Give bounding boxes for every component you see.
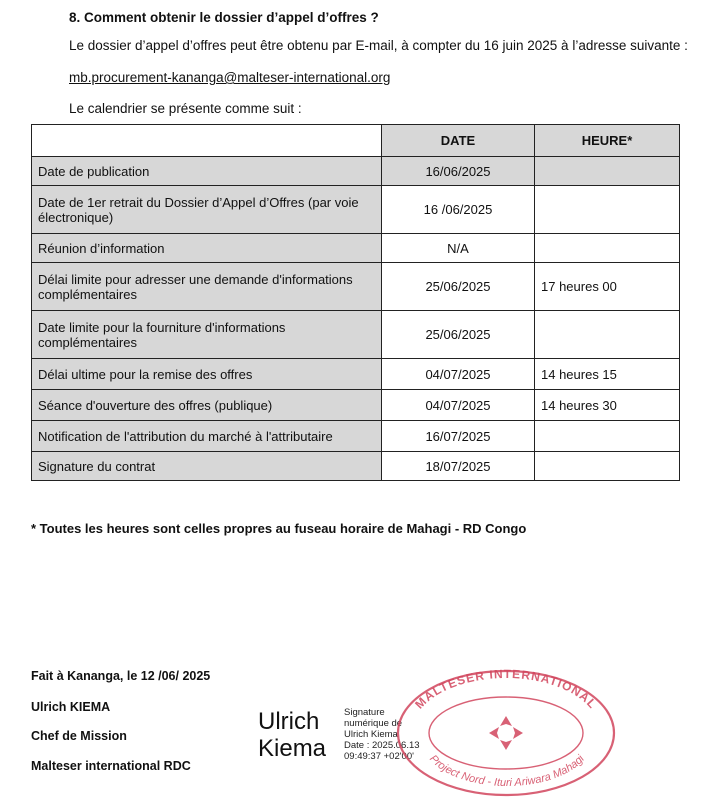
row-label: Délai limite pour adresser une demande d'informations complémentaires (32, 263, 382, 311)
organization-stamp (395, 668, 617, 798)
row-time: 14 heures 30 (535, 390, 680, 421)
stamp-top-text: MALTESER INTERNATIONAL (412, 668, 600, 712)
row-date: 18/07/2025 (382, 452, 535, 481)
row-time: 14 heures 15 (535, 359, 680, 390)
signature-first-name: Ulrich (258, 708, 320, 735)
row-label: Signature du contrat (32, 452, 382, 481)
calendar-intro: Le calendrier se présente comme suit : (69, 101, 302, 116)
signature-last-name: Kiema (258, 735, 327, 762)
table-row (32, 234, 680, 263)
digital-sig-line: Date : 2025.06.13 (344, 740, 420, 751)
row-label: Date de 1er retrait du Dossier d’Appel d’Offres (par voie électronique) (32, 186, 382, 234)
row-date: 16 /06/2025 (382, 186, 535, 234)
email-link[interactable]: mb.procurement-kananga@malteser-international.org (69, 70, 391, 85)
signer-role: Chef de Mission (31, 729, 127, 743)
table-row (32, 359, 680, 390)
svg-text:MALTESER INTERNATIONAL (412, 668, 600, 712)
table-row (32, 390, 680, 421)
schedule-table (31, 124, 680, 481)
digital-sig-line: Ulrich Kiema (344, 729, 398, 740)
table-header-row (32, 125, 680, 157)
row-date: 16/07/2025 (382, 421, 535, 452)
table-row (32, 186, 680, 234)
row-time (535, 157, 680, 186)
row-time (535, 421, 680, 452)
row-label: Séance d'ouverture des offres (publique) (32, 390, 382, 421)
header-blank (32, 125, 382, 157)
footnote: * Toutes les heures sont celles propres au fuseau horaire de Mahagi - RD Congo (31, 521, 527, 536)
digital-sig-line: Signature (344, 707, 385, 718)
row-time (535, 452, 680, 481)
handwritten-signature (258, 708, 326, 762)
row-date: 25/06/2025 (382, 311, 535, 359)
row-date: 04/07/2025 (382, 390, 535, 421)
stamp-bottom-text: Project Nord - Ituri Ariwara Mahagi (427, 752, 587, 790)
maltese-cross-icon (489, 716, 523, 750)
row-date: 04/07/2025 (382, 359, 535, 390)
row-date: 16/06/2025 (382, 157, 535, 186)
section-heading: 8. Comment obtenir le dossier d’appel d’offres ? (69, 10, 379, 25)
table-row (32, 311, 680, 359)
row-time (535, 186, 680, 234)
digital-sig-line: numérique de (344, 718, 403, 729)
row-time (535, 234, 680, 263)
row-date: N/A (382, 234, 535, 263)
intro-text: Le dossier d’appel d’offres peut être obtenu par E-mail, à compter du 16 juin 2025 à l’adresse suivante : (69, 38, 688, 53)
signer-name: Ulrich KIEMA (31, 700, 111, 714)
row-label: Réunion d’information (32, 234, 382, 263)
header-time: HEURE* (535, 125, 680, 157)
place-date: Fait à Kananga, le 12 /06/ 2025 (31, 669, 211, 683)
row-label: Notification de l'attribution du marché à l'attributaire (32, 421, 382, 452)
row-date: 25/06/2025 (382, 263, 535, 311)
row-label: Date de publication (32, 157, 382, 186)
table-row (32, 157, 680, 186)
row-label: Délai ultime pour la remise des offres (32, 359, 382, 390)
row-time (535, 311, 680, 359)
table-row (32, 421, 680, 452)
digital-sig-line: 09:49:37 +02'00' (344, 751, 414, 762)
stamp-inner-ring (429, 697, 583, 769)
signer-org: Malteser international RDC (31, 759, 191, 773)
row-label: Date limite pour la fourniture d'informations complémentaires (32, 311, 382, 359)
row-time: 17 heures 00 (535, 263, 680, 311)
table-row (32, 263, 680, 311)
header-date: DATE (382, 125, 535, 157)
table-row (32, 452, 680, 481)
